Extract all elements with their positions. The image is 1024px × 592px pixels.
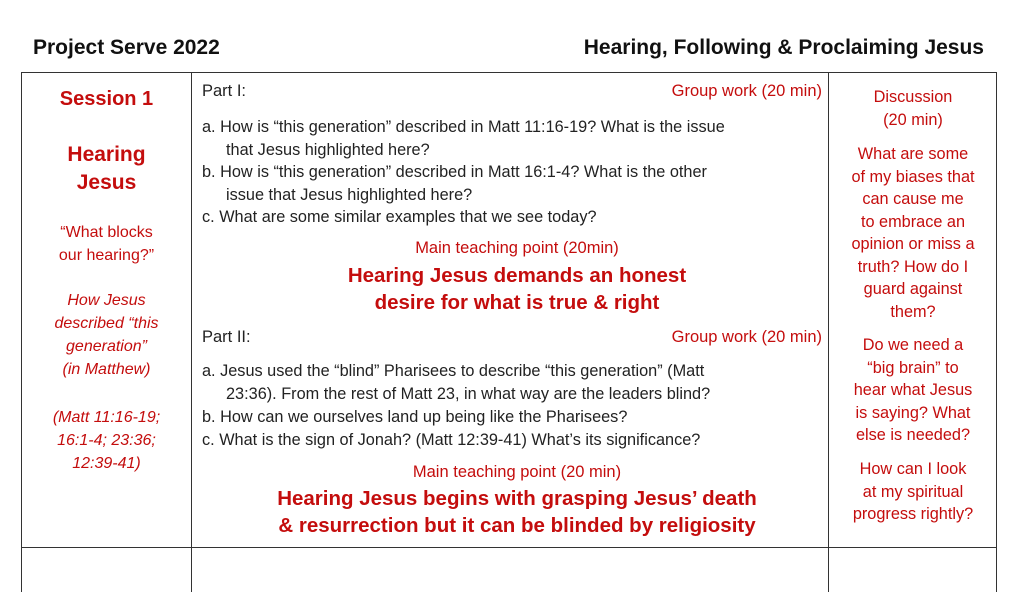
discussion-question-1: [828, 143, 998, 323]
part-1-question-a-line-2: that Jesus highlighted here?: [226, 141, 430, 159]
session-focus-line-4: (in Matthew): [62, 361, 151, 378]
discussion-question-1-line: can cause me: [862, 190, 964, 208]
discussion-question-1-line: to embrace an: [860, 212, 966, 231]
part-1-teaching-line-2: desire for what is true & right: [374, 291, 660, 314]
part-1-teaching-line-1: Hearing Jesus demands an honest: [347, 264, 687, 287]
part-2-group-work: Group work (20 min): [671, 328, 822, 346]
discussion-question-1-line: opinion or miss a: [851, 235, 975, 253]
part-2-question-a-line-2: 23:36). From the rest of Matt 23, in what way are the leaders blind?: [226, 385, 711, 403]
session-topic-line-2: Jesus: [76, 171, 137, 194]
discussion-question-1-line: truth? How do I: [857, 257, 969, 276]
part-1-question-a-line-1: a. How is “this generation” described in Matt 11:16-19? What is the issue: [202, 118, 725, 136]
column-divider-left: [191, 73, 192, 592]
discussion-question-3-line: How can I look: [859, 460, 967, 478]
document-subtitle: Hearing, Following & Proclaiming Jesus: [583, 36, 984, 59]
discussion-heading: [828, 86, 998, 131]
scripture-references-line-2: 16:1-4; 23:36;: [57, 432, 156, 449]
part-1-teaching-label: Main teaching point (20min): [415, 239, 619, 257]
part-2-title: Part II:: [202, 328, 251, 346]
discussion-heading-line-2: (20 min): [883, 110, 943, 129]
discussion-question-3-line: progress rightly?: [852, 505, 974, 523]
part-2-section: [202, 328, 822, 548]
session-focus-line-3: generation”: [66, 338, 147, 355]
session-topic-line-1: Hearing: [67, 143, 146, 166]
session-focus-line-2: described “this: [54, 315, 159, 332]
discussion-question-2-line: is saying? What: [855, 403, 971, 422]
scripture-references: [22, 406, 191, 475]
discussion-question-2-line: Do we need a: [862, 336, 964, 354]
session-topic: [22, 141, 191, 197]
discussion-question-3: [828, 458, 998, 526]
document-title: Project Serve 2022: [33, 36, 220, 59]
part-2-question-c: c. What is the sign of Jonah? (Matt 12:39-41) What’s its significance?: [202, 431, 701, 449]
part-1-group-work: Group work (20 min): [671, 82, 822, 100]
session-question: [22, 221, 191, 267]
discussion-question-2-line: “big brain” to: [867, 358, 959, 377]
discussion-heading-line-1: Discussion: [873, 88, 953, 106]
session-focus: [22, 289, 191, 381]
discussion-question-2-line: else is needed?: [855, 426, 971, 444]
scripture-references-line-1: (Matt 11:16-19;: [52, 409, 161, 426]
part-2-teaching-label: Main teaching point (20 min): [412, 463, 622, 481]
session-question-line-1: “What blocks: [60, 224, 153, 241]
part-2-teaching-line-2: & resurrection but it can be blinded by religiosity: [278, 514, 756, 537]
session-label: Session 1: [59, 88, 154, 110]
discussion-question-1-line: guard against: [863, 280, 963, 298]
discussion-question-1-line: them?: [890, 302, 936, 321]
session-question-line-2: our hearing?”: [58, 247, 155, 264]
part-1-section: [202, 82, 822, 322]
discussion-question-3-line: at my spiritual: [862, 482, 964, 501]
part-1-question-c: c. What are some similar examples that we see today?: [202, 208, 597, 226]
part-2-question-b: b. How can we ourselves land up being like the Pharisees?: [202, 408, 628, 426]
session-focus-line-1: How Jesus: [67, 292, 146, 309]
discussion-question-2-line: hear what Jesus: [853, 381, 973, 399]
discussion-question-2: [828, 334, 998, 447]
part-1-question-b-line-2: issue that Jesus highlighted here?: [226, 186, 473, 204]
part-1-title: Part I:: [202, 82, 247, 100]
part-2-question-a-line-1: a. Jesus used the “blind” Pharisees to describe “this generation” (Matt: [202, 362, 705, 380]
scripture-references-line-3: 12:39-41): [72, 455, 141, 472]
session-table: [21, 72, 997, 592]
discussion-question-1-line: of my biases that: [851, 167, 975, 186]
discussion-question-1-line: What are some: [857, 145, 969, 163]
part-1-question-b-line-1: b. How is “this generation” described in Matt 16:1-4? What is the other: [202, 163, 707, 181]
part-2-teaching-line-1: Hearing Jesus begins with grasping Jesus’ death: [277, 487, 757, 510]
